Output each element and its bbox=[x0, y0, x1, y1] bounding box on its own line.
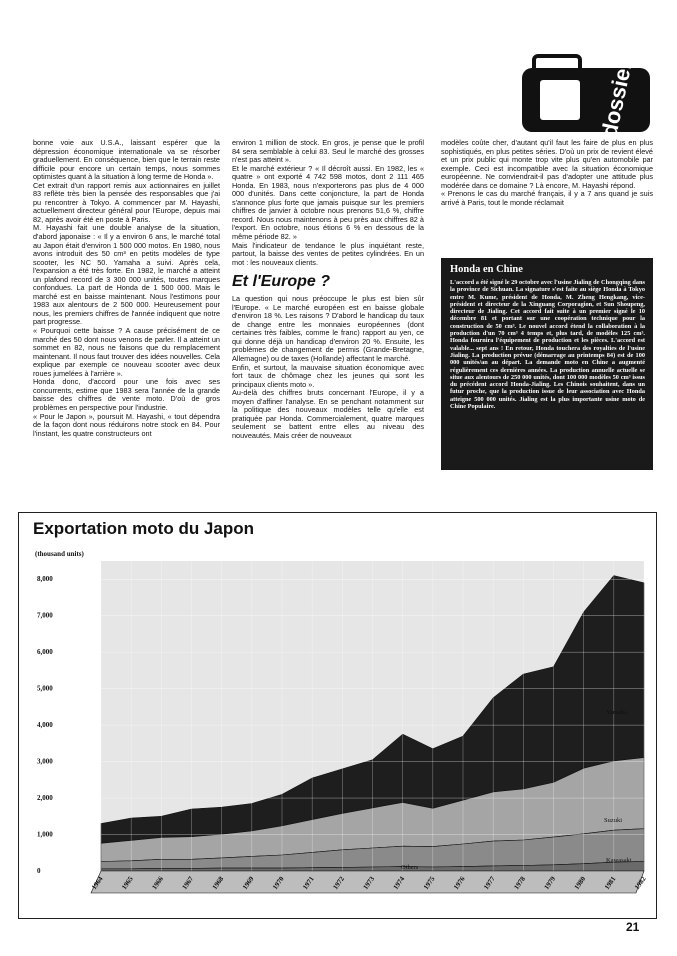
y-tick-label: 1,000 bbox=[37, 830, 53, 839]
paragraph: M. Hayashi fait une double analyse de la situation, d'abord japonaise : « Il y a environ 6 ans, le marché total au Japon était d'environ 1 500 000 motos. En 1980, nous avons introduit des 50 cm³ en petits modèles de type scooter, les NC 50. Yamaha a suivi. Après cela, l'expansion a été très forte. En 1982, le marché a atteint un plafond record de 3 300 000 unités, toutes marques confondues. La part de Honda de 1 500 000. Mais le marché est en baisse maintenant. Nous l'estimons pour 1983 aux alentours de 2 500 000. Heureusement pour nous, les premiers chiffres de l'année indiquent que notre part progresse. bbox=[33, 223, 220, 327]
paragraph: « Pourquoi cette baisse ? A cause précisément de ce marché des 50 dont nous venons de parler. Il a atteint un sommet en 82, nous ne faisons que du remplacement maintenant. Il nous faut trouver des idées nouvelles. Cela explique par exemple ce nouveau scooter avec deux roues jumelées à l'arrière ». bbox=[33, 326, 220, 378]
column-3 bbox=[441, 139, 653, 207]
paragraph: Honda donc, d'accord pour une fois avec ses concurrents, estime que 1983 sera l'année de la grande baisse des chiffres de vente moto. D'où de gros problèmes en perspective pour l'industrie. bbox=[33, 377, 220, 412]
x-tick-label: 1976 bbox=[452, 875, 467, 892]
y-tick-label: 2,000 bbox=[37, 794, 53, 803]
x-tick-label: 1974 bbox=[391, 875, 407, 892]
x-tick-label: 1966 bbox=[150, 875, 166, 892]
x-tick-label: 1968 bbox=[210, 875, 226, 892]
sidebar-box-body: L'accord a été signé le 29 octobre avec l'usine Jialing de Chongqing dans la province de Sichuan. La signature s'est faite au siège Honda à Tokyo entre M. Kume, président de Honda, M. Zheng Hengkang, vice-président et directeur de la Xinguang Corporagion, et Sun Shoupeng, directeur de Jialing. Cet accord fait suite à un premier signé le 10 décembre 81 et portant sur une coopération technique pour la construction de 50 cm³. Le nouvel accord étend la collaboration à la production d'un 70 cm³ 4 temps et, plus tard, de modèles 125 cm³. Honda fournira l'équipement de production et les pièces. L'accord est valable... sept ans ! En retour, Honda touchera des royalties de l'usine Jialing. La production prévue (démarrage au printemps 84) est de 100 000 unités/an au départ. La demande moto en Chine a augmenté régulièrement ces dernières années. La production annuelle actuelle se situe aux alentours de 250 000 unités, dont 100 000 modèles 50 cm³ issus du précédent accord Honda-Jialing. Les Chinois souhaitent, dans un futur proche, que la production issue de leur association avec Honda atteigne 500 000 unités. Jialing est la plus importante usine moto de Chine Populaire. bbox=[450, 279, 645, 411]
paragraph: Enfin, et surtout, la mauvaise situation économique avec fort taux de chômage chez les jeunes qui sont les principaux clients moto ». bbox=[232, 362, 424, 389]
paragraph: bonne voie aux U.S.A., laissant espérer que la dépression économique internationale va se résorber graduellement. En conséquence, bien que le terrain reste difficile pour encore un certain temps, nous sommes optimistes quant à la situation à long terme de Honda ». bbox=[33, 138, 220, 182]
x-tick-label: 1975 bbox=[421, 875, 437, 892]
chart-canvas bbox=[19, 513, 656, 918]
y-tick-label: 3,000 bbox=[37, 757, 53, 766]
y-tick-label: 5,000 bbox=[37, 684, 53, 693]
page-number: 21 bbox=[626, 920, 640, 934]
x-tick-label: 1964 bbox=[90, 875, 105, 892]
paragraph: modèles coûte cher, d'autant qu'il faut les faire de plus en plus sophistiqués, en plus petites séries. D'où un prix de revient élevé et un prix public qui monte trop vite plus qu'en automobile par exemple. Ceci est incompatible avec la situation économique européenne. Ne conviendrait-il pas d'adopter une attitude plus modérée dans ce domaine ? Là encore, M. Hayashi répond. bbox=[441, 138, 653, 190]
column-2 bbox=[232, 139, 424, 441]
series-label-kawasaki: Kawasaki bbox=[606, 856, 632, 864]
series-label-others: Others bbox=[401, 863, 419, 871]
y-tick-label: 6,000 bbox=[37, 648, 53, 657]
paragraph: Et le marché extérieur ? « Il décroît aussi. En 1982, les « quatre » ont exporté 4 742 598 motos, dont 2 111 465 Honda. En 1983, nous n'exporterons pas plus de 4 000 000 d'unités. Dans cette conjoncture, la part de Honda s'annonce plus forte que jamais puisque sur les premiers chiffres de janvier à octobre nous prenons 51,6 %, chiffre record. Nous nous maintenons à peu près aux chiffres 82 à l'export. En octobre, nous étions 6 % en dessous de la même période 82. » bbox=[232, 163, 424, 242]
paragraph: environ 1 million de stock. En gros, je pense que le profil 84 sera semblable à celui 83. Seul le marché des grosses n'est pas atteint ». bbox=[232, 138, 424, 165]
x-tick-label: 1977 bbox=[482, 875, 497, 892]
sidebar-box-title: Honda en Chine bbox=[450, 264, 523, 275]
y-tick-label: 7,000 bbox=[37, 611, 53, 620]
paragraph: « Prenons le cas du marché français, il y a 7 ans quand je suis arrivé à Paris, tout le monde réclamait bbox=[441, 189, 653, 207]
logo-word: dossier bbox=[596, 57, 638, 135]
section-heading-europe: Et l'Europe ? bbox=[232, 273, 331, 291]
x-tick-label: 1970 bbox=[271, 875, 286, 892]
paragraph: Au-delà des chiffres bruts concernant l'Europe, il y a moyen d'affiner l'analyse. En se penchant notamment sur la politique des nouveaux modèles telle qu'elle est pratiquée par Honda. Commercialement, quatre marques seulement se battent entre elles au niveau des nouveautés. Mais créer de nouveaux bbox=[232, 388, 424, 440]
series-label-suzuki: Suzuki bbox=[604, 816, 623, 824]
column-1 bbox=[33, 139, 220, 438]
x-tick-label: 1978 bbox=[512, 875, 528, 892]
paragraph: Cet extrait d'un rapport remis aux actionnaires en juillet 83 reflète très bien la pensée des responsables que j'ai pu rencontrer à Tokyo. A commencer par M. Hayashi, actuellement directeur général pour l'Europe, depuis mai 82, après avoir été en poste à Paris. bbox=[33, 180, 220, 224]
chart-title: Exportation moto du Japon bbox=[33, 519, 254, 538]
paragraph: Mais l'indicateur de tendance le plus inquiétant reste, partout, la baisse des ventes de petites cylindrées. En un mot : les nouveaux clients. bbox=[232, 240, 424, 267]
x-tick-label: 1967 bbox=[180, 875, 196, 892]
export-chart bbox=[18, 512, 657, 919]
x-tick-label: 1971 bbox=[301, 875, 316, 892]
x-tick-label: 1979 bbox=[542, 875, 558, 892]
x-tick-label: 1972 bbox=[331, 875, 347, 892]
y-tick-label: 8,000 bbox=[37, 575, 53, 584]
x-tick-label: 1982 bbox=[633, 875, 648, 892]
dossier-logo bbox=[520, 50, 652, 135]
sidebar-box-honda-china bbox=[441, 258, 653, 470]
y-axis-label: (thousand units) bbox=[35, 550, 84, 558]
x-tick-label: 1981 bbox=[602, 875, 618, 892]
y-tick-label: 0 bbox=[37, 867, 41, 875]
x-tick-label: 1965 bbox=[120, 875, 135, 892]
x-tick-label: 1973 bbox=[361, 875, 377, 892]
x-tick-label: 1969 bbox=[240, 875, 256, 892]
y-tick-label: 4,000 bbox=[37, 721, 53, 730]
x-tick-label: 1980 bbox=[572, 875, 588, 892]
paragraph: « Pour le Japon », poursuit M. Hayashi, « tout dépendra de la façon dont nous réduirons notre stock en 84. Pour l'instant, les quatre constructeurs ont bbox=[33, 411, 220, 438]
series-label-yamaha: Yamaha bbox=[606, 709, 628, 717]
paragraph: La question qui nous préoccupe le plus est bien sûr l'Europe. « Le marché européen est en baisse globale d'environ 18 %. Les raisons ? D'abord le handicap du taux de change entre les monnaies européennes (dont certaines très faibles, comme le franc) rapport au yen, ce qui donne déjà un handicap d'environ 20 %. Ensuite, les problèmes de changement de permis (Grande-Bretagne, Allemagne) ou de taxes (Hollande) affectant le marché. bbox=[232, 294, 424, 364]
